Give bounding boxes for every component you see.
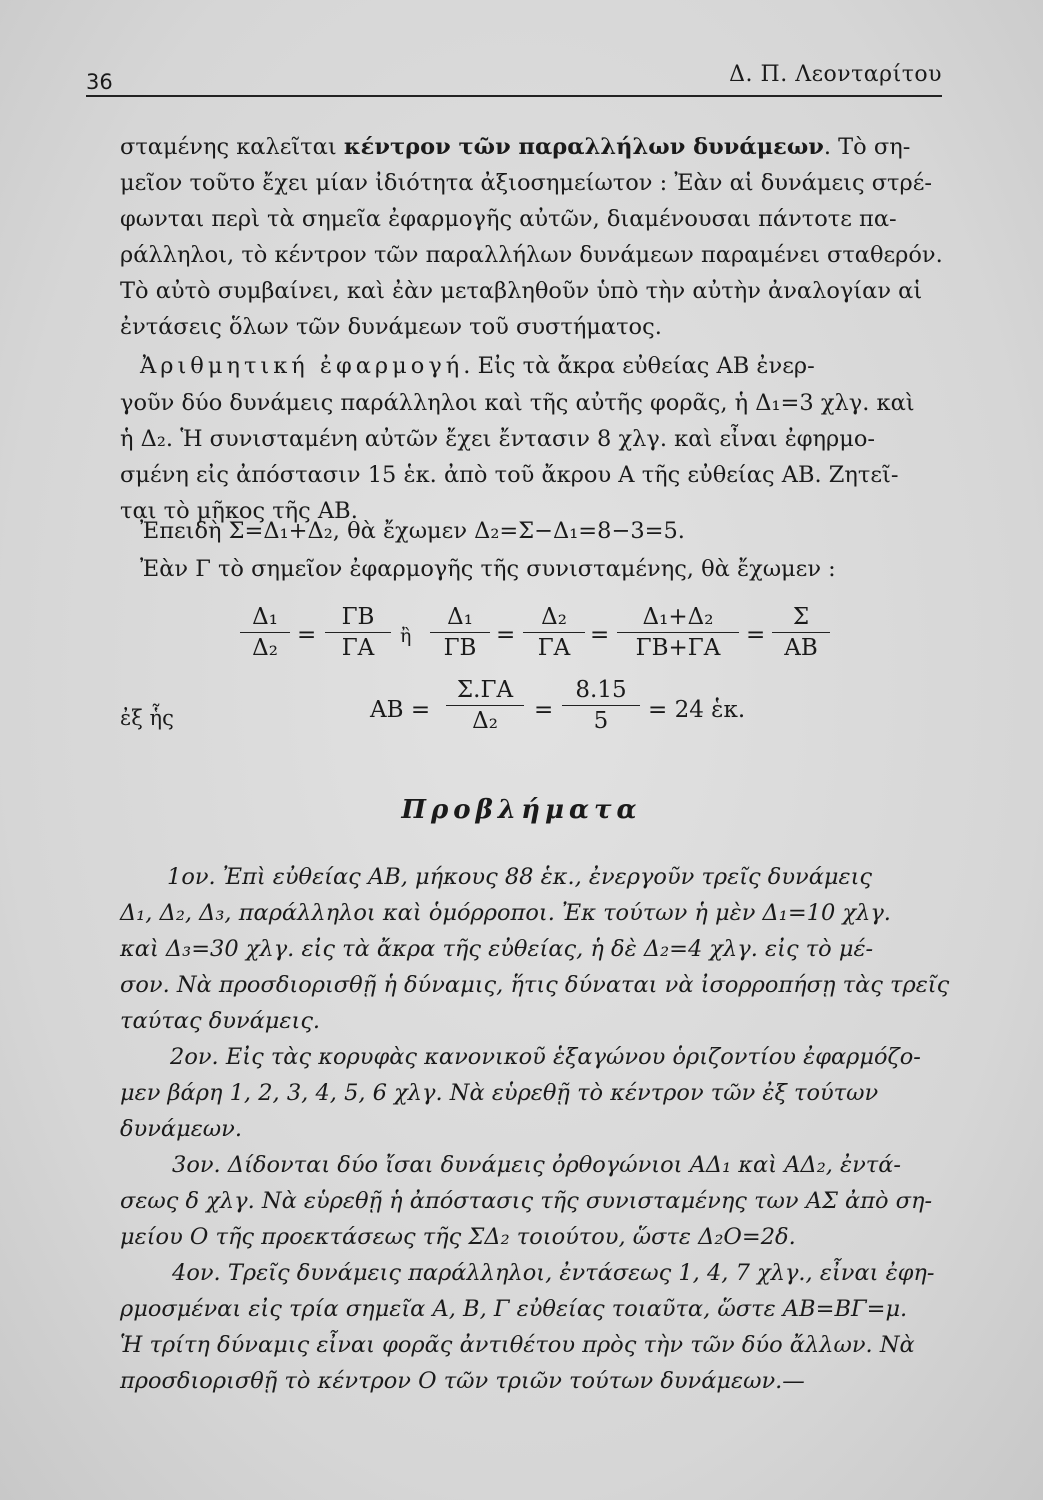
fraction — [617, 604, 739, 661]
denominator: Δ₂ — [252, 635, 278, 661]
problem-line: καὶ Δ₃=30 χλγ. εἰς τὰ ἄκρα τῆς εὐθείας, ἡ δὲ Δ₂=4 χλγ. εἰς τὸ μέ- — [120, 936, 874, 962]
equals-sign: = — [534, 697, 554, 723]
problem-line: μείου Ο τῆς προεκτάσεως τῆς ΣΔ₂ τοιούτου, ὥστε Δ₂Ο=2δ. — [120, 1224, 796, 1250]
problem-line: ταύτας δυνάμεις. — [120, 1008, 321, 1034]
header-rule — [86, 95, 942, 97]
numerator: Δ₂ — [523, 604, 585, 633]
text-line: μεῖον τοῦτο ἔχει μίαν ἰδιότητα ἀξιοσημείωτον : Ἐὰν αἱ δυνάμεις στρέ- — [120, 170, 932, 196]
denominator: ΓΒ+ΓΑ — [635, 635, 721, 661]
fraction — [325, 604, 391, 661]
denominator: ΓΒ — [443, 635, 477, 661]
problem-line: 2ον. Εἰς τὰς κορυφὰς κανονικοῦ ἑξαγώνου ὁριζοντίου ἐφαρμόζο- — [170, 1044, 921, 1070]
running-head: Δ. Π. Λεονταρίτου — [729, 62, 942, 87]
fraction — [562, 677, 640, 734]
problem-line: Δ₁, Δ₂, Δ₃, παράλληλοι καὶ ὁμόρροποι. Ἐκ τούτων ἡ μὲν Δ₁=10 χλγ. — [120, 900, 891, 926]
spaced-heading: Ἀριθμητική ἐφαρμογή — [140, 353, 464, 379]
problems-heading: Προβλήματα — [401, 795, 642, 825]
equation-prefix: ἐξ ἧς — [120, 706, 174, 730]
text-line: ἡ Δ₂. Ἡ συνισταμένη αὐτῶν ἔχει ἔντασιν 8 χλγ. καὶ εἶναι ἐφηρμο- — [120, 426, 876, 452]
text-line: Ἐπειδὴ Σ=Δ₁+Δ₂, θὰ ἔχωμεν Δ₂=Σ−Δ₁=8−3=5. — [140, 518, 685, 544]
page-number: 36 — [86, 70, 113, 94]
equals-sign: = — [496, 622, 516, 648]
text-line: Τὸ αὐτὸ συμβαίνει, καὶ ἐὰν μεταβληθοῦν ὑπὸ τὴν αὐτὴν ἀναλογίαν αἱ — [120, 278, 923, 304]
fraction — [430, 604, 490, 661]
problem-line: προσδιορισθῇ τὸ κέντρον Ο τῶν τριῶν τούτων δυνάμεων.— — [120, 1368, 805, 1394]
problem-line: Ἡ τρίτη δύναμις εἶναι φορᾶς ἀντιθέτου πρὸς τὴν τῶν δύο ἄλλων. Νὰ — [120, 1332, 915, 1358]
denominator: ΓΑ — [341, 635, 375, 661]
denominator: ΓΑ — [537, 635, 571, 661]
fraction — [240, 604, 290, 661]
equals-sign: = — [297, 622, 317, 648]
problem-line: δυνάμεων. — [120, 1116, 242, 1142]
page-header — [86, 58, 942, 98]
text-line: σμένη εἰς ἀπόστασιν 15 ἑκ. ἀπὸ τοῦ ἄκρου Α τῆς εὐθείας ΑΒ. Ζητεῖ- — [120, 462, 899, 488]
text-line: Ἐὰν Γ τὸ σημεῖον ἐφαρμογῆς τῆς συνισταμένης, θὰ ἔχωμεν : — [140, 556, 836, 582]
numerator: Δ₁ — [240, 604, 290, 633]
numerator: Σ — [772, 604, 830, 633]
numerator: Σ.ΓΑ — [446, 677, 524, 706]
text-span: . Τὸ ση- — [823, 134, 911, 160]
fraction — [772, 604, 830, 661]
text-line: φωνται περὶ τὰ σημεῖα ἐφαρμογῆς αὐτῶν, διαμένουσαι πάντοτε πα- — [120, 206, 897, 232]
equals-sign: = — [746, 622, 766, 648]
equals-sign: = — [590, 622, 610, 648]
problem-line: 4ον. Τρεῖς δυνάμεις παράλληλοι, ἐντάσεως 1, 4, 7 χλγ., εἶναι ἐφη- — [172, 1260, 935, 1286]
fraction — [523, 604, 585, 661]
text-line — [120, 136, 940, 159]
problem-line: 1ον. Ἐπὶ εὐθείας ΑΒ, μήκους 88 ἑκ., ἐνεργοῦν τρεῖς δυνάμεις — [167, 864, 873, 890]
numerator: Δ₁+Δ₂ — [617, 604, 739, 633]
numerator: ΓΒ — [325, 604, 391, 633]
or-word: ἢ — [400, 625, 412, 647]
numerator: 8.15 — [562, 677, 640, 706]
text-line: γοῦν δύο δυνάμεις παράλληλοι καὶ τῆς αὐτῆς φορᾶς, ἡ Δ₁=3 χλγ. καὶ — [120, 390, 915, 416]
text-span: σταμένης καλεῖται — [120, 134, 344, 160]
problem-line: μεν βάρη 1, 2, 3, 4, 5, 6 χλγ. Νὰ εὑρεθῇ τὸ κέντρον τῶν ἐξ τούτων — [120, 1080, 879, 1106]
text-line: ράλληλοι, τὸ κέντρον τῶν παραλλήλων δυνάμεων παραμένει σταθερόν. — [120, 242, 943, 268]
denominator: Δ₂ — [472, 708, 498, 734]
numerator: Δ₁ — [430, 604, 490, 633]
text-span: . Εἰς τὰ ἄκρα εὐθείας ΑΒ ἐνερ- — [463, 353, 815, 379]
problem-line: σεως δ χλγ. Νὰ εὑρεθῇ ἡ ἀπόστασις τῆς συνισταμένης των ΑΣ ἀπὸ ση- — [120, 1188, 933, 1214]
text-line — [140, 355, 960, 378]
text-line: ται τὸ μῆκος τῆς ΑΒ. — [120, 498, 358, 524]
bold-term: κέντρον τῶν παραλλήλων δυνάμεων — [343, 134, 824, 160]
problem-line: σον. Νὰ προσδιορισθῇ ἡ δύναμις, ἥτις δύναται νὰ ἰσορροπήσῃ τὰς τρεῖς — [120, 972, 950, 998]
problem-line: ρμοσμέναι εἰς τρία σημεῖα Α, Β, Γ εὐθείας τοιαῦτα, ὥστε ΑΒ=ΒΓ=μ. — [120, 1296, 908, 1322]
equation-lhs: ΑΒ = — [370, 697, 431, 723]
text-line: ἐντάσεις ὅλων τῶν δυνάμεων τοῦ συστήματος. — [120, 314, 662, 340]
equation-result-value: = 24 ἑκ. — [648, 697, 746, 723]
denominator: ΑΒ — [784, 635, 818, 661]
problem-line: 3ον. Δίδονται δύο ἴσαι δυνάμεις ὀρθογώνιοι ΑΔ₁ καὶ ΑΔ₂, ἐντά- — [172, 1152, 902, 1178]
fraction — [446, 677, 524, 734]
denominator: 5 — [593, 708, 609, 734]
